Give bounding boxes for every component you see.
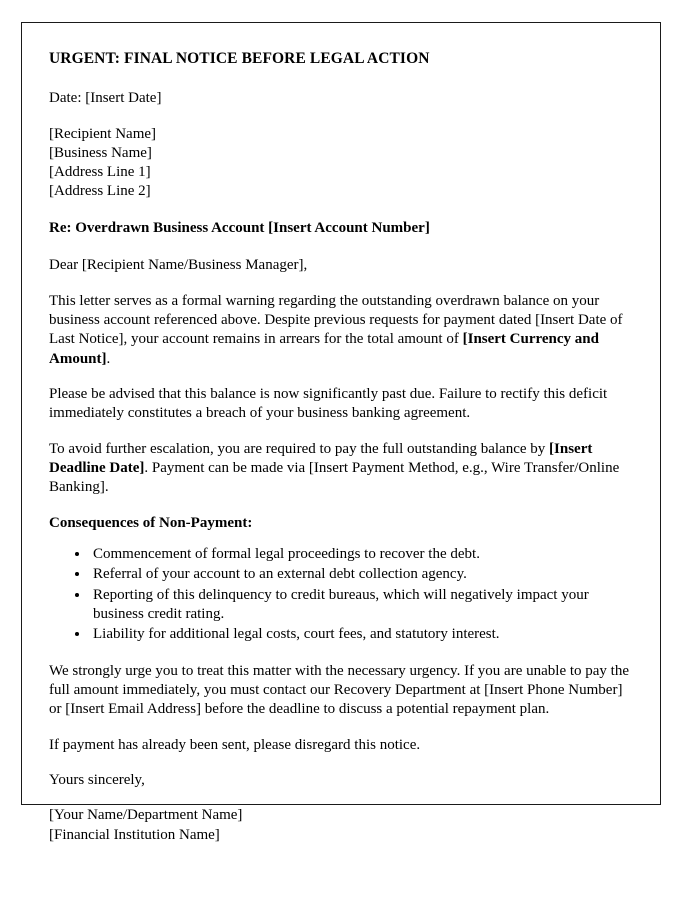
salutation: Dear [Recipient Name/Business Manager], — [49, 257, 308, 274]
paragraph-text: . Payment can be made via [Insert Payment Method, e.g., Wire Transfer/Online Banking]. — [49, 460, 620, 496]
list-item: • Liability for additional legal costs, court fees, and statutory interest. — [90, 625, 634, 644]
document-body — [22, 23, 660, 845]
paragraph-urgency-contact: We strongly urge you to treat this matter with the necessary urgency. If you are unable to pay the full amount immediately, you must contact our Recovery Department at [Insert Phone Number] or [Insert Email Address] before the deadline to discuss a potential repayment plan. — [49, 662, 630, 718]
list-item: • Reporting of this delinquency to credit bureaus, which will negatively impact your business credit rating. — [90, 586, 634, 625]
paragraph-past-due: Please be advised that this balance is now significantly past due. Failure to rectify this deficit immediately constitutes a breach of your business banking agreement. — [49, 385, 608, 422]
deadline-placeholder: [Insert Deadline Date] — [49, 440, 593, 476]
paragraph-text: . — [106, 350, 111, 367]
address-line: [Recipient Name] — [49, 125, 157, 142]
signature-line: [Financial Institution Name] — [49, 826, 220, 843]
signature-block — [49, 806, 634, 844]
address-line: [Business Name] — [49, 144, 152, 161]
recipient-address-block — [49, 125, 634, 201]
paragraph-disregard-notice: If payment has already been sent, please disregard this notice. — [49, 736, 421, 753]
address-line: [Address Line 1] — [49, 163, 151, 180]
paragraph-opening-statement — [49, 292, 634, 369]
amount-placeholder: [Insert Currency and Amount] — [49, 331, 599, 367]
consequences-heading: Consequences of Non-Payment: — [49, 514, 253, 531]
date-line: Date: [Insert Date] — [49, 90, 162, 107]
consequences-list — [49, 545, 634, 645]
page-title: URGENT: FINAL NOTICE BEFORE LEGAL ACTION — [49, 50, 430, 67]
closing-salutation: Yours sincerely, — [49, 772, 145, 789]
subject-line: Re: Overdrawn Business Account [Insert Account Number] — [49, 219, 430, 236]
paragraph-text: This letter serves as a formal warning regarding the outstanding overdrawn balance on your business account referenced above. Despite previous requests for payment dated [Insert Date of Last Notice], your account remains in arrears for the total amount of — [49, 292, 623, 348]
document-page — [21, 22, 661, 843]
address-line: [Address Line 2] — [49, 182, 151, 199]
list-item: • Referral of your account to an external debt collection agency. — [90, 565, 634, 584]
list-item: • Commencement of formal legal proceedings to recover the debt. — [90, 545, 634, 564]
paragraph-text: To avoid further escalation, you are required to pay the full outstanding balance by — [49, 440, 550, 457]
paragraph-payment-instruction — [49, 440, 634, 498]
signature-line: [Your Name/Department Name] — [49, 807, 243, 824]
